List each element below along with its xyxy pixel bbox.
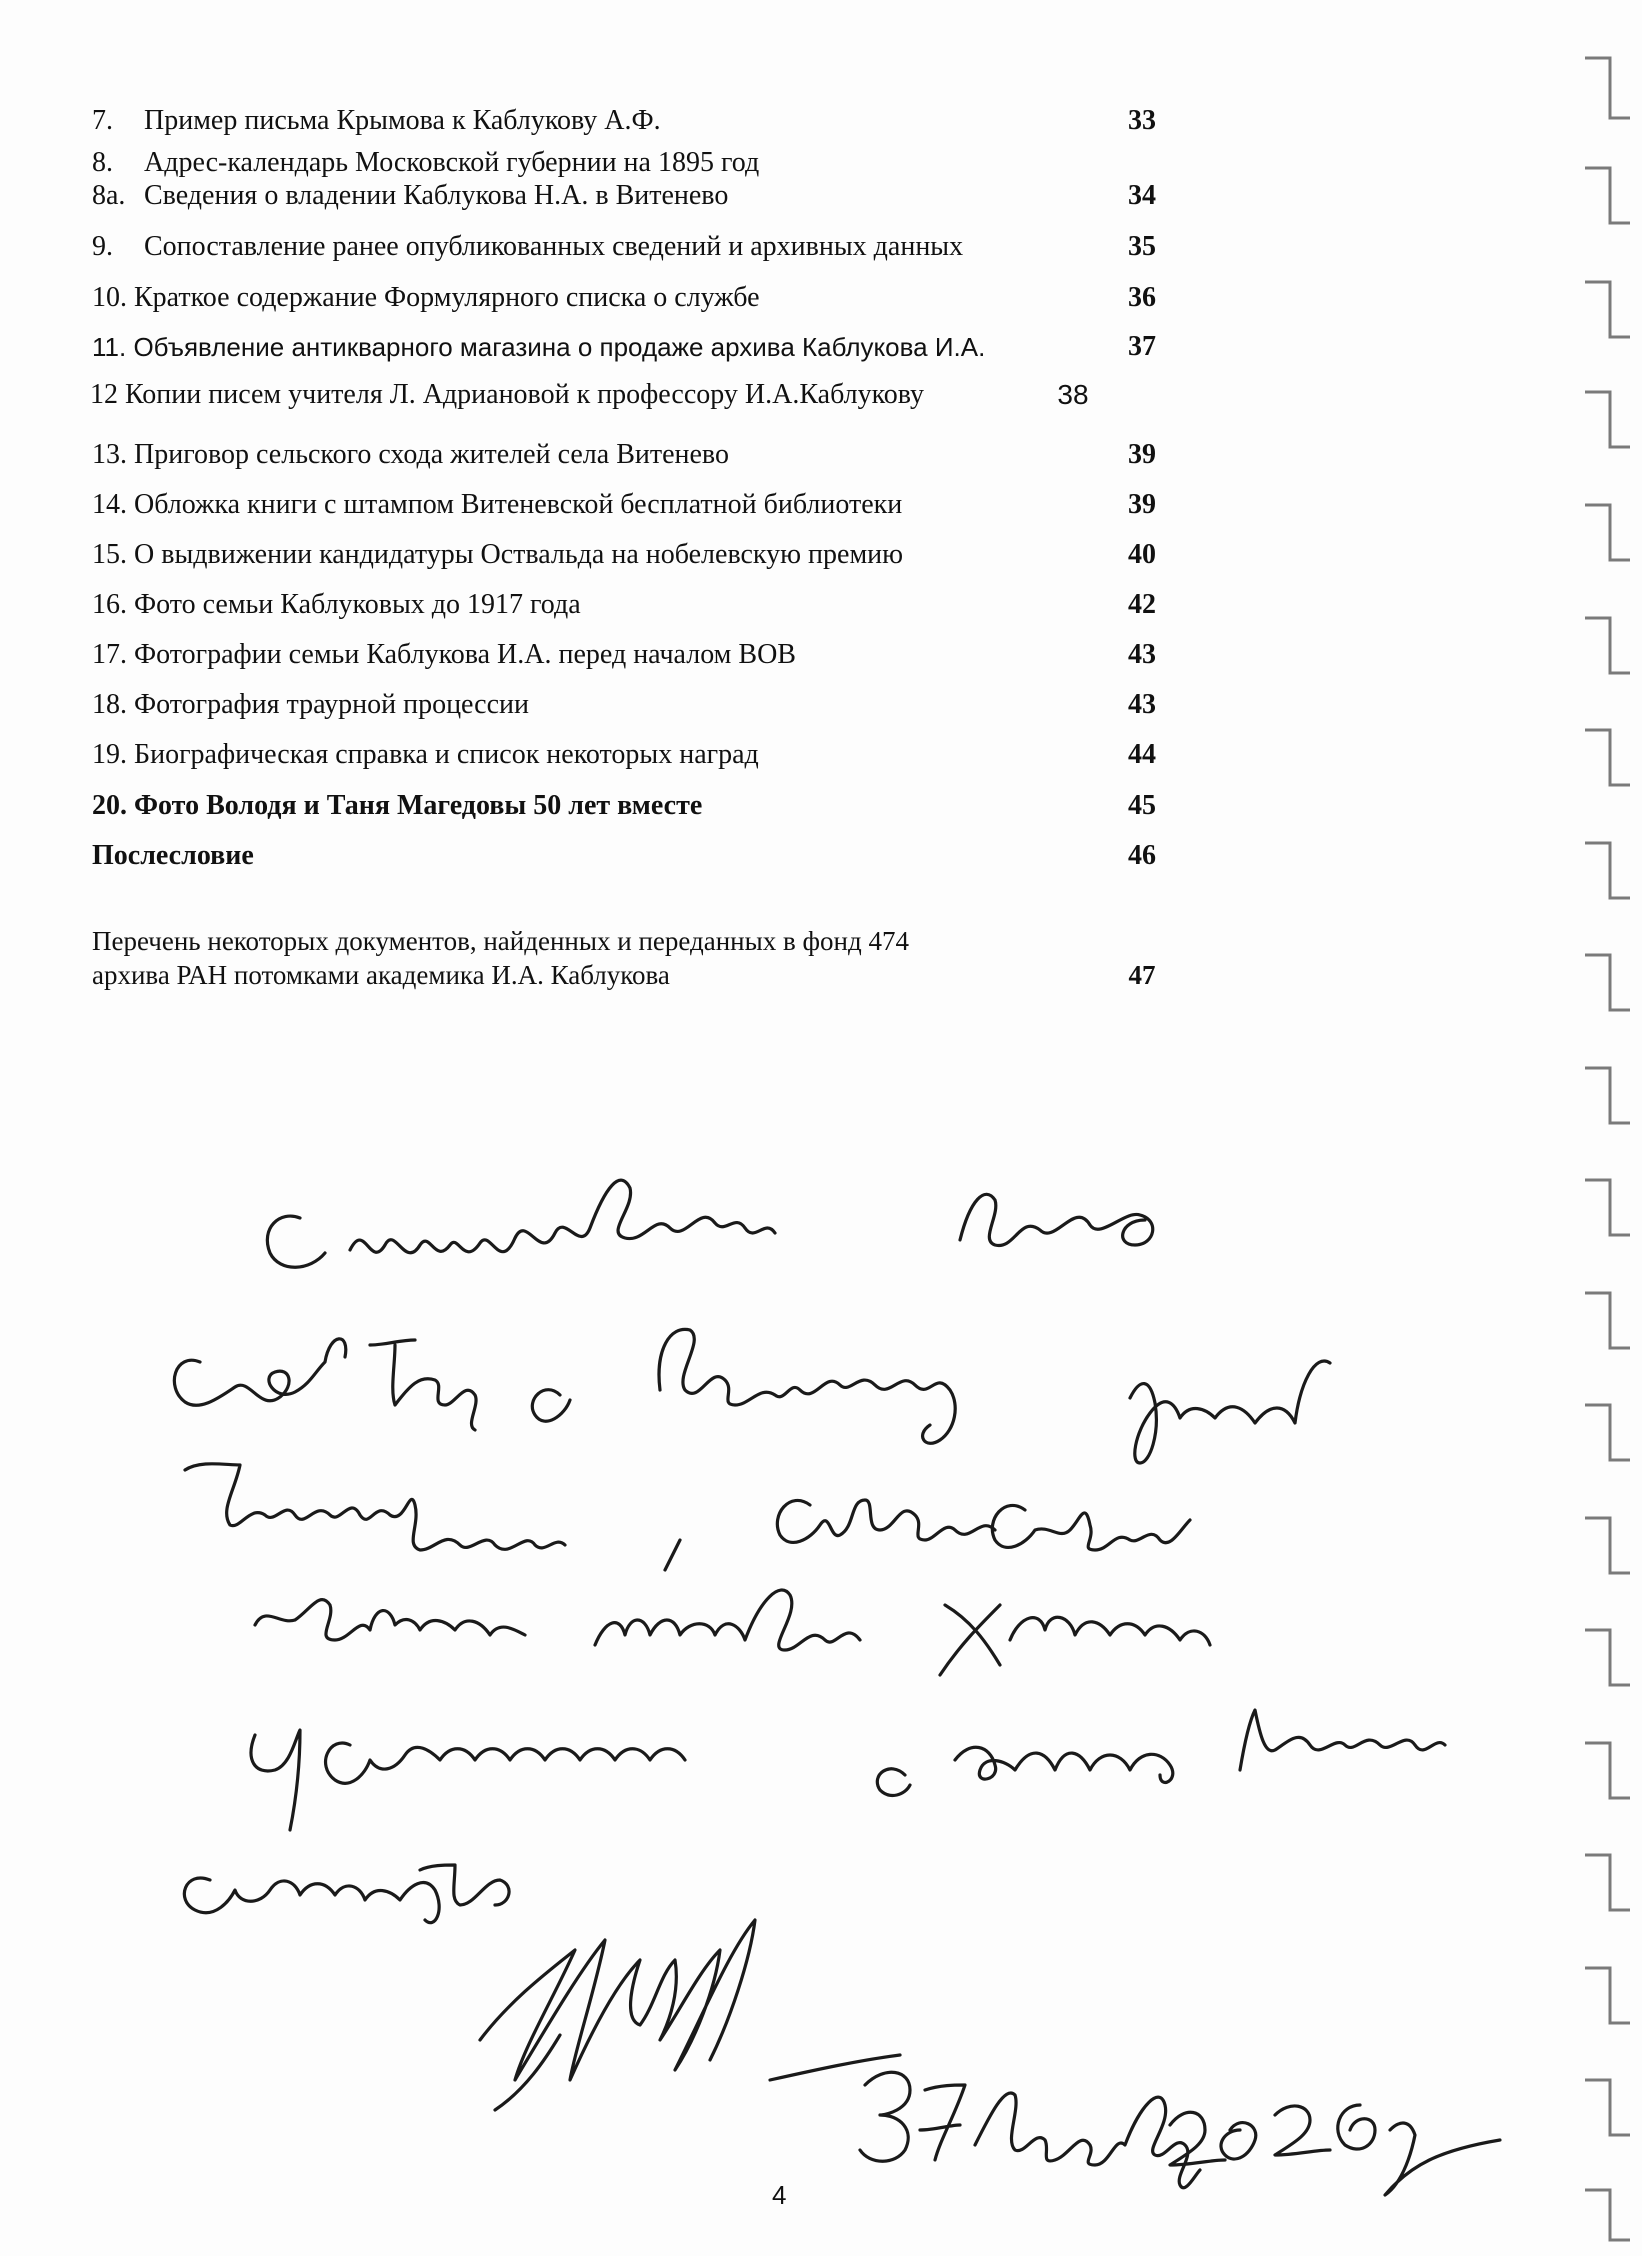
toc-page-number: 37: [1128, 331, 1156, 362]
toc-page-number: 33: [1128, 105, 1156, 136]
toc-page-number: 46: [1128, 840, 1156, 871]
toc-page-number: 44: [1128, 739, 1156, 770]
spiral-binding: [1575, 0, 1642, 2256]
page-number: 4: [772, 2180, 787, 2210]
toc-page-number: 47: [1128, 960, 1156, 990]
toc-page-number: 35: [1128, 231, 1156, 262]
toc-page-number: 43: [1128, 639, 1156, 670]
toc-page-number: 42: [1128, 589, 1156, 620]
toc-page-number: 45: [1128, 790, 1156, 821]
toc-page-number: 34: [1128, 180, 1156, 211]
toc-page-number: 39: [1128, 439, 1156, 470]
toc-page-number: 40: [1128, 539, 1156, 570]
toc-page-number: 38: [1057, 379, 1089, 410]
toc-page-number: 43: [1128, 689, 1156, 720]
toc-page-number: 39: [1128, 489, 1156, 520]
toc-page-number: 36: [1128, 282, 1156, 313]
